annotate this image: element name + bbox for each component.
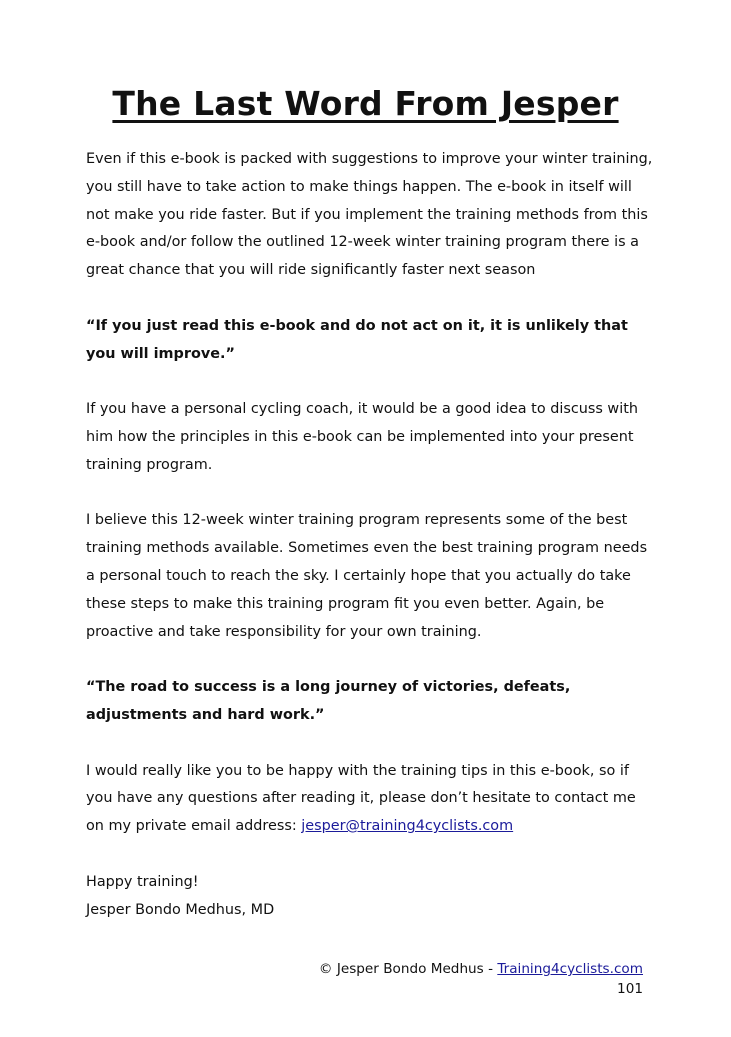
paragraph-contact — [86, 758, 656, 841]
quote-act: “If you just read this e-book and do not act on it, it is unlikely that you will improve.” — [86, 317, 628, 362]
paragraph-coach: If you have a personal cycling coach, it would be a good idea to discuss with him how the principles in this e-book can be implemented into your present training program. — [86, 401, 638, 473]
signature — [86, 869, 656, 925]
paragraph-intro: Even if this e-book is packed with suggestions to improve your winter training, you still have to take action to make things happen. The e-book in itself will not make you ride faster. But if you implement the training methods from this e-book and/or follow the outlined 12-week winter training program there is a great chance that you will ride significantly faster next season — [86, 151, 653, 279]
footer-site-link[interactable]: Training4cyclists.com — [497, 961, 643, 977]
signature-greeting: Happy training! — [86, 873, 199, 890]
contact-text: I would really like you to be happy with the training tips in this e-book, so if you have any questions after reading it, please don’t hesitate to contact me on my private email address: — [86, 762, 636, 835]
paragraph-program: I believe this 12-week winter training program represents some of the best training methods available. Sometimes even the best training program needs a personal touch to reach the sky. I certainly hope that you actually do take these steps to make this training program fit you even better. Again, be proactive and take responsibility for your own training. — [86, 512, 648, 640]
footer-copyright: © Jesper Bondo Medhus - — [318, 961, 498, 977]
quote-road-to-success: “The road to success is a long journey of victories, defeats, adjustments and hard work.” — [86, 679, 571, 723]
page-footer — [319, 959, 643, 999]
page-title: The Last Word From Jesper — [112, 84, 619, 123]
email-link[interactable]: jesper@training4cyclists.com — [301, 818, 514, 835]
footer-copyright-line — [319, 959, 643, 979]
body-text — [86, 146, 656, 924]
page-number: 101 — [617, 981, 643, 997]
signature-name: Jesper Bondo Medhus, MD — [86, 901, 275, 918]
